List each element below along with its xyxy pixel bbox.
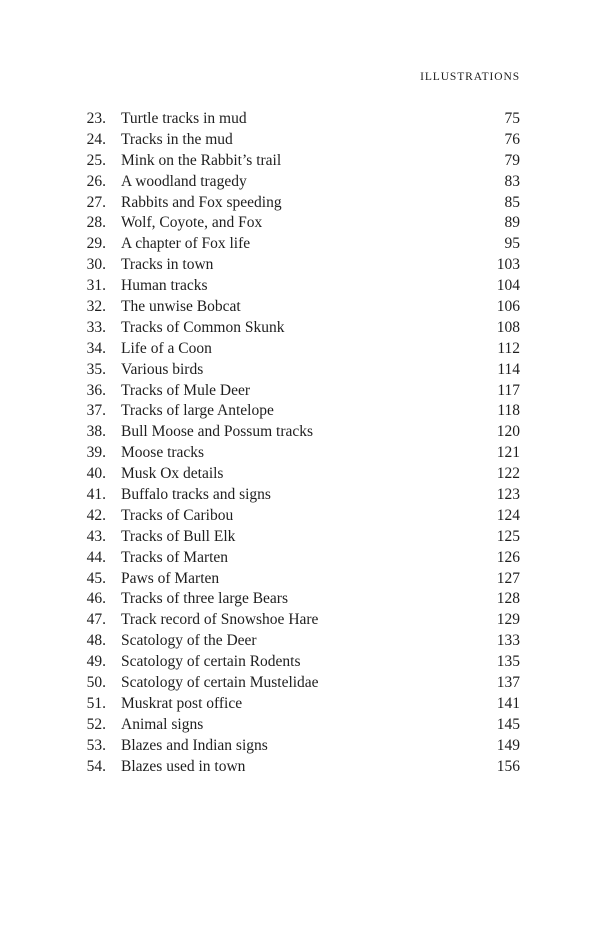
illustration-title: Bull Moose and Possum tracks	[121, 423, 314, 441]
page-number: 129	[496, 611, 520, 629]
illustration-title: Tracks of Common Skunk	[121, 318, 285, 336]
running-head: ILLUSTRATIONS	[420, 71, 520, 83]
illustration-title: Rabbits and Fox speeding	[121, 193, 282, 211]
list-item	[0, 506, 600, 527]
page-number: 141	[496, 694, 520, 712]
illustration-number: 53.	[86, 736, 106, 754]
list-item	[0, 401, 600, 422]
illustration-number: 23.	[86, 110, 106, 127]
list-item	[0, 422, 600, 443]
page-number: 133	[496, 632, 520, 650]
list-item	[0, 151, 600, 172]
illustration-number: 45.	[86, 569, 106, 587]
list-item	[0, 381, 600, 402]
page-number: 126	[496, 548, 520, 566]
illustration-title: Tracks of large Antelope	[121, 402, 274, 420]
list-item	[0, 318, 600, 339]
list-item	[0, 464, 600, 485]
illustration-number: 50.	[86, 674, 106, 692]
illustrations-list	[0, 109, 600, 778]
illustration-title: A woodland tragedy	[121, 172, 247, 190]
illustration-number: 24.	[86, 130, 106, 148]
illustration-number: 40.	[86, 465, 106, 483]
page-number: 112	[497, 339, 520, 357]
illustration-number: 51.	[86, 694, 106, 712]
illustration-title: Mink on the Rabbit’s trail	[121, 151, 282, 169]
page-number: 104	[496, 277, 520, 295]
illustration-number: 26.	[86, 172, 106, 190]
page-number: 124	[496, 506, 520, 524]
list-item	[0, 485, 600, 506]
list-item	[0, 589, 600, 610]
page-number: 103	[496, 256, 520, 274]
illustration-number: 28.	[86, 214, 106, 232]
list-item	[0, 234, 600, 255]
illustration-number: 38.	[86, 423, 106, 441]
illustration-title: Musk Ox details	[121, 465, 224, 483]
list-item	[0, 569, 600, 590]
page-number: 83	[504, 172, 520, 190]
page-number: 137	[496, 674, 520, 692]
illustration-number: 27.	[86, 193, 106, 211]
illustration-title: Tracks of three large Bears	[121, 590, 289, 608]
illustration-title: Tracks of Bull Elk	[121, 527, 236, 545]
list-item	[0, 610, 600, 631]
list-item	[0, 757, 600, 778]
illustration-title: Blazes used in town	[121, 757, 246, 775]
list-item	[0, 193, 600, 214]
illustration-title: Scatology of certain Mustelidae	[121, 674, 319, 692]
illustration-number: 30.	[86, 256, 106, 274]
illustration-title: Various birds	[121, 360, 204, 378]
illustration-title: The unwise Bobcat	[121, 298, 241, 316]
list-item	[0, 172, 600, 193]
page-number: 123	[496, 486, 520, 504]
list-item	[0, 130, 600, 151]
illustration-number: 42.	[86, 506, 106, 524]
page-number: 121	[496, 444, 520, 462]
page-number: 127	[496, 569, 520, 587]
list-item	[0, 694, 600, 715]
illustration-number: 33.	[86, 318, 106, 336]
page-number: 117	[497, 381, 520, 399]
list-item	[0, 339, 600, 360]
illustration-number: 44.	[86, 548, 106, 566]
list-item	[0, 213, 600, 234]
page-number: 122	[496, 465, 520, 483]
list-item	[0, 276, 600, 297]
list-item	[0, 109, 600, 130]
list-item	[0, 673, 600, 694]
illustration-number: 39.	[86, 444, 106, 462]
page-number: 149	[496, 736, 520, 754]
illustration-number: 31.	[86, 277, 106, 295]
illustration-title: Track record of Snowshoe Hare	[121, 611, 319, 629]
list-item	[0, 527, 600, 548]
illustration-number: 48.	[86, 632, 106, 650]
illustration-number: 49.	[86, 653, 106, 671]
illustration-title: Tracks in the mud	[121, 130, 233, 148]
illustration-number: 43.	[86, 527, 106, 545]
page-number: 135	[496, 653, 520, 671]
illustration-title: Animal signs	[121, 715, 204, 733]
list-item	[0, 548, 600, 569]
illustration-title: Turtle tracks in mud	[121, 110, 247, 127]
illustration-title: Life of a Coon	[121, 339, 212, 357]
illustration-number: 54.	[86, 757, 106, 775]
page-number: 120	[496, 423, 520, 441]
page-number: 125	[496, 527, 520, 545]
illustration-number: 25.	[86, 151, 106, 169]
illustration-title: Buffalo tracks and signs	[121, 486, 271, 504]
page-number: 106	[496, 298, 520, 316]
list-item	[0, 736, 600, 757]
illustration-number: 29.	[86, 235, 106, 253]
page-number: 85	[504, 193, 520, 211]
list-item	[0, 715, 600, 736]
list-item	[0, 631, 600, 652]
illustration-title: A chapter of Fox life	[121, 235, 251, 253]
illustration-number: 36.	[86, 381, 106, 399]
illustration-title: Moose tracks	[121, 444, 205, 462]
page-number: 95	[504, 235, 520, 253]
page-number: 114	[497, 360, 520, 378]
illustration-title: Tracks of Marten	[121, 548, 229, 566]
page-number: 108	[496, 318, 520, 336]
illustration-number: 41.	[86, 486, 106, 504]
illustration-title: Tracks in town	[121, 256, 214, 274]
illustration-number: 35.	[86, 360, 106, 378]
list-item	[0, 443, 600, 464]
illustration-title: Tracks of Caribou	[121, 506, 234, 524]
illustration-title: Wolf, Coyote, and Fox	[121, 214, 263, 232]
illustration-title: Muskrat post office	[121, 694, 243, 712]
illustration-title: Human tracks	[121, 277, 208, 295]
list-item	[0, 652, 600, 673]
page-number: 118	[497, 402, 520, 420]
illustration-number: 34.	[86, 339, 106, 357]
list-item	[0, 360, 600, 381]
illustration-title: Tracks of Mule Deer	[121, 381, 250, 399]
page-number: 128	[496, 590, 520, 608]
illustration-number: 46.	[86, 590, 106, 608]
page-number: 79	[504, 151, 520, 169]
page-number: 76	[504, 130, 520, 148]
illustration-title: Blazes and Indian signs	[121, 736, 268, 754]
page-number: 156	[496, 757, 520, 775]
page-number: 75	[504, 110, 520, 127]
list-item	[0, 297, 600, 318]
illustration-number: 52.	[86, 715, 106, 733]
illustration-title: Paws of Marten	[121, 569, 220, 587]
page-number: 89	[504, 214, 520, 232]
illustration-number: 37.	[86, 402, 106, 420]
page-number: 145	[496, 715, 520, 733]
illustration-title: Scatology of the Deer	[121, 632, 257, 650]
illustration-number: 32.	[86, 298, 106, 316]
list-item	[0, 255, 600, 276]
illustration-title: Scatology of certain Rodents	[121, 653, 301, 671]
illustration-number: 47.	[86, 611, 106, 629]
